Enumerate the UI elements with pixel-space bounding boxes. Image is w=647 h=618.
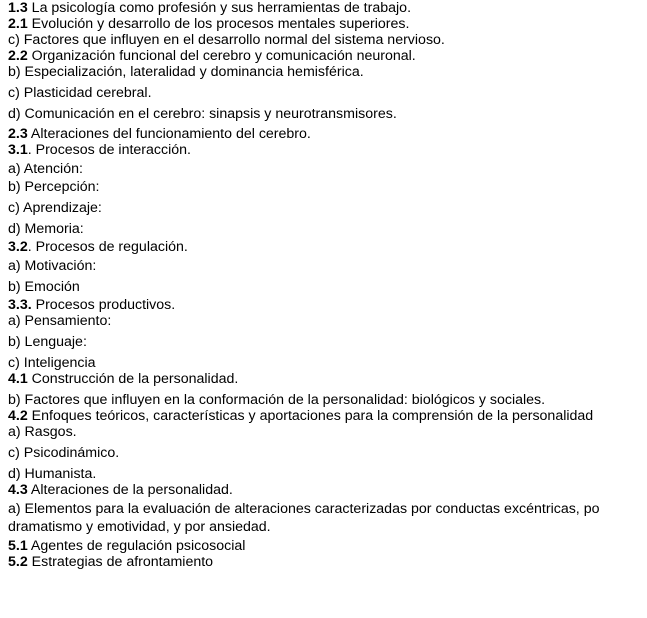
line-text: b) Emoción [8,279,80,295]
line-text: c) Plasticidad cerebral. [8,85,152,101]
line-3-1-a [8,161,647,177]
line-4-1 [8,371,647,387]
line-text: . Procesos de regulación. [27,239,188,255]
line-text: Alteraciones del funcionamiento del cerebro. [27,126,311,142]
line-text: d) Memoria: [8,221,84,237]
line-2-2-c [8,85,647,101]
section-number: 3.1 [8,142,28,158]
line-text: c) Inteligencia [8,355,96,371]
line-3-2 [8,239,647,255]
section-number: 5.1 [8,538,28,554]
section-number: 1.3 [8,0,28,16]
line-2-2-b [8,64,647,80]
section-number: 4.3 [8,482,28,498]
line-3-1 [8,142,647,158]
line-3-1-c [8,200,647,216]
line-4-2-a [8,424,647,440]
line-text: b) Percepción: [8,179,100,195]
line-text: Organización funcional del cerebro y comunicación neuronal. [27,48,416,64]
line-4-2-c [8,445,647,461]
line-2-2 [8,48,647,64]
line-5-2 [8,554,647,570]
section-number: 5.2 [8,554,28,570]
line-4-1-b [8,392,647,408]
line-text: c) Aprendizaje: [8,200,102,216]
line-5-1 [8,538,647,554]
line-text: dramatismo y emotividad, y por ansiedad. [8,519,271,535]
line-text: d) Comunicación en el cerebro: sinapsis y neurotransmisores. [8,106,397,122]
line-text: b) Especialización, lateralidad y dominancia hemisférica. [8,64,364,80]
line-2-1-c [8,32,647,48]
line-3-3 [8,297,647,313]
line-text: b) Factores que influyen en la conformación de la personalidad: biológicos y sociales. [8,392,546,408]
line-3-3-c [8,355,647,371]
line-3-2-a [8,258,647,274]
line-text: La psicología como profesión y sus herramientas de trabajo. [27,0,412,16]
line-text: c) Factores que influyen en el desarrollo normal del sistema nervioso. [8,32,445,48]
line-text: Agentes de regulación psicosocial [27,538,246,554]
line-text: b) Lenguaje: [8,334,87,350]
section-number: 2.3 [8,126,28,142]
section-number: 2.2 [8,48,28,64]
document-body [8,0,647,570]
line-1-3 [8,0,647,16]
line-text: Enfoques teóricos, características y aportaciones para la comprensión de la personalidad [27,408,594,424]
line-3-3-b [8,334,647,350]
line-text: a) Elementos para la evaluación de alteraciones caracterizadas por conductas excéntricas, po [8,501,600,517]
section-number: 4.2 [8,408,28,424]
line-text: Alteraciones de la personalidad. [27,482,233,498]
line-text: d) Humanista. [8,466,97,482]
section-number: 3.2 [8,239,28,255]
line-text: a) Atención: [8,161,83,177]
line-text: Construcción de la personalidad. [27,371,239,387]
section-number: 4.1 [8,371,28,387]
line-3-3-a [8,313,647,329]
line-text: a) Pensamiento: [8,313,112,329]
line-text: Procesos productivos. [31,297,176,313]
line-4-3 [8,482,647,498]
line-3-1-d [8,221,647,237]
line-text: a) Motivación: [8,258,97,274]
line-text: c) Psicodinámico. [8,445,120,461]
line-text: . Procesos de interacción. [27,142,191,158]
line-text: a) Rasgos. [8,424,77,440]
line-2-2-d [8,106,647,122]
line-text: Evolución y desarrollo de los procesos mentales superiores. [27,16,410,32]
line-3-1-b [8,179,647,195]
line-2-1 [8,16,647,32]
line-text: Estrategias de afrontamiento [27,554,214,570]
section-number: 2.1 [8,16,28,32]
section-number: 3.3. [8,297,32,313]
line-4-3-a [8,501,647,517]
line-3-2-b [8,279,647,295]
line-4-2 [8,408,647,424]
line-2-3 [8,126,647,142]
line-4-3-a-cont [8,519,647,535]
line-4-2-d [8,466,647,482]
